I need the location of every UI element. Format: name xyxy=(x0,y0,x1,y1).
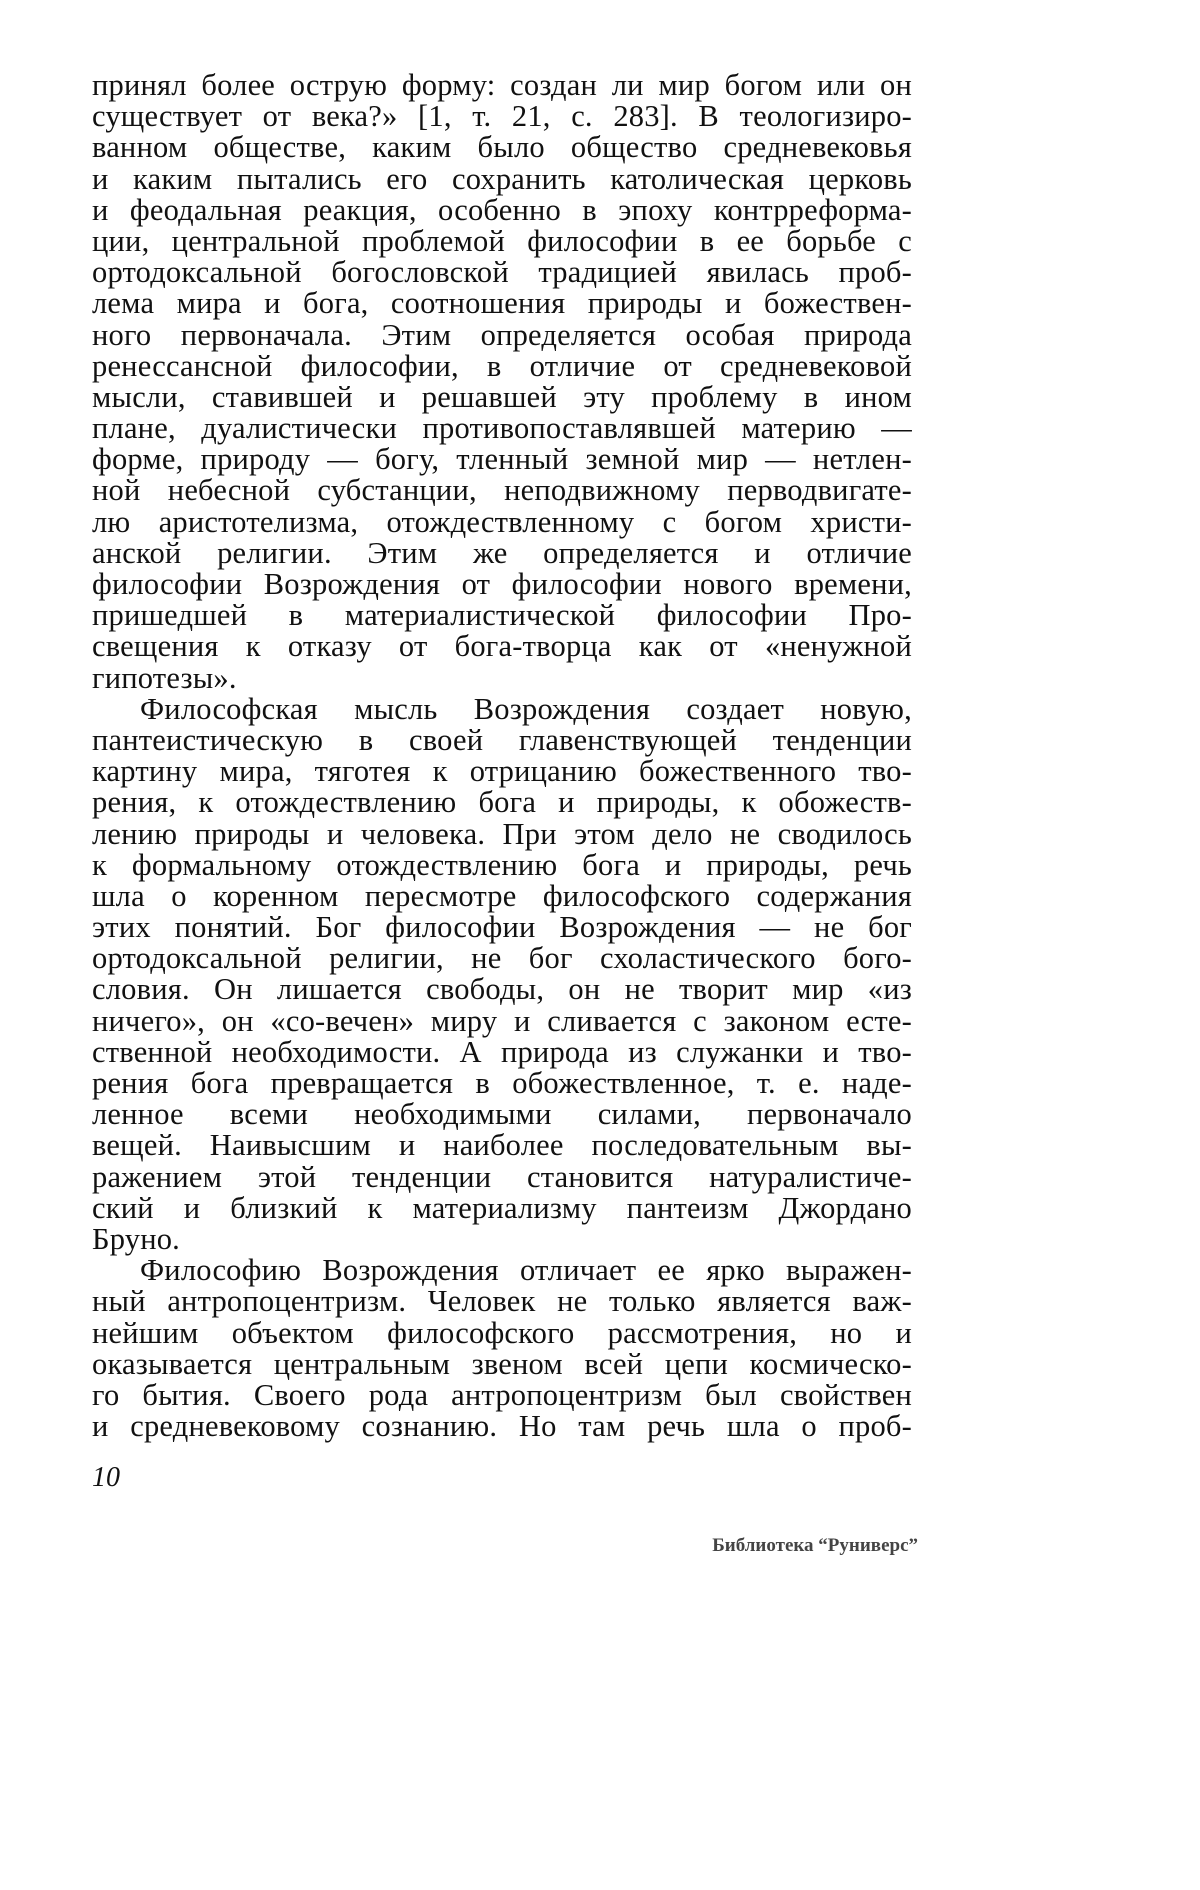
text-line: рения бога превращается в обожествленное, т. е. наде- xyxy=(92,1066,912,1100)
text-line: словия. Он лишается свободы, он не творит мир «из xyxy=(92,972,912,1007)
text-line: оказывается центральным звеном всей цепи космическо- xyxy=(92,1346,912,1381)
text-line: ный антропоцентризм. Человек не только является важ- xyxy=(92,1284,912,1319)
text-line: мысли, ставившей и решавшей эту проблему в ином xyxy=(92,379,912,414)
text-line: принял более острую форму: создан ли мир богом или он xyxy=(92,68,912,102)
text-line: лема мира и бога, соотношения природы и божествен- xyxy=(92,286,912,321)
text-line: философии Возрождения от философии нового времени, xyxy=(92,567,912,601)
text-line: шла о коренном пересмотре философского содержания xyxy=(92,878,912,913)
text-line: этих понятий. Бог философии Возрождения — не бог xyxy=(92,910,912,945)
text-line: лю аристотелизма, отождествленному с богом христи- xyxy=(92,504,912,539)
text-line: го бытия. Своего рода антропоцентризм был свойствен xyxy=(92,1377,912,1412)
text-line: анской религии. Этим же определяется и отличие xyxy=(92,535,912,570)
text-line: пантеистическую в своей главенствующей тенденции xyxy=(92,722,912,757)
text-line: и каким пытались его сохранить католическая церковь xyxy=(92,161,912,196)
text-line: существует от века?» [1, т. 21, с. 283]. В теологизиро- xyxy=(92,99,912,134)
text-line: ленное всеми необходимыми силами, первоначало xyxy=(92,1097,912,1132)
text-line: ции, центральной проблемой философии в ее борьбе с xyxy=(92,223,912,258)
text-line: Философская мысль Возрождения создает новую, xyxy=(140,691,912,726)
text-line: свещения к отказу от бога-творца как от «ненужной xyxy=(92,629,912,664)
text-line: ортодоксальной богословской традицией явилась проб- xyxy=(92,255,912,290)
text-line: ский и близкий к материализму пантеизм Джордано xyxy=(92,1190,912,1225)
paragraph-2 xyxy=(92,691,912,1256)
text-line: Бруно. xyxy=(92,1221,181,1256)
paragraph-1 xyxy=(92,70,912,694)
text-line: ренессансной философии, в отличие от средневековой xyxy=(92,348,912,383)
text-line: и феодальная реакция, особенно в эпоху контрреформа- xyxy=(92,192,912,227)
text-line: нейшим объектом философского рассмотрения, но и xyxy=(92,1315,912,1350)
text-line: к формальному отождествлению бога и природы, речь xyxy=(92,847,912,882)
text-line: и средневековому сознанию. Но там речь шла о проб- xyxy=(92,1409,912,1444)
paragraph-3 xyxy=(92,1255,912,1442)
page-text xyxy=(92,70,912,1442)
text-line: картину мира, тяготея к отрицанию божественного тво- xyxy=(92,754,912,789)
text-line: ванном обществе, каким было общество средневековья xyxy=(92,130,912,165)
text-line: ной небесной субстанции, неподвижному перводвигате- xyxy=(92,473,912,508)
text-line: лению природы и человека. При этом дело не сводилось xyxy=(92,816,912,851)
text-line: гипотезы». xyxy=(92,660,237,695)
text-line: ственной необходимости. А природа из служанки и тво- xyxy=(92,1034,912,1069)
text-line: Философию Возрождения отличает ее ярко выражен- xyxy=(140,1253,912,1288)
text-line: пришедшей в материалистической философии Про- xyxy=(92,598,912,633)
text-line: форме, природу — богу, тленный земной мир — нетлен- xyxy=(92,442,912,477)
text-line: ного первоначала. Этим определяется особая природа xyxy=(92,317,912,352)
text-line: ничего», он «со-вечен» миру и сливается с законом есте- xyxy=(92,1003,912,1038)
text-line: вещей. Наивысшим и наиболее последовательным вы- xyxy=(92,1128,912,1163)
text-line: рения, к отождествлению бога и природы, к обожеств- xyxy=(92,785,912,820)
library-watermark: Библиотека “Руниверс” xyxy=(712,1535,918,1556)
text-line: ражением этой тенденции становится натуралистиче- xyxy=(92,1159,912,1194)
page-number: 10 xyxy=(92,1462,120,1493)
text-line: ортодоксальной религии, не бог схоластического бого- xyxy=(92,941,912,976)
text-line: плане, дуалистически противопоставлявшей материю — xyxy=(92,411,912,446)
